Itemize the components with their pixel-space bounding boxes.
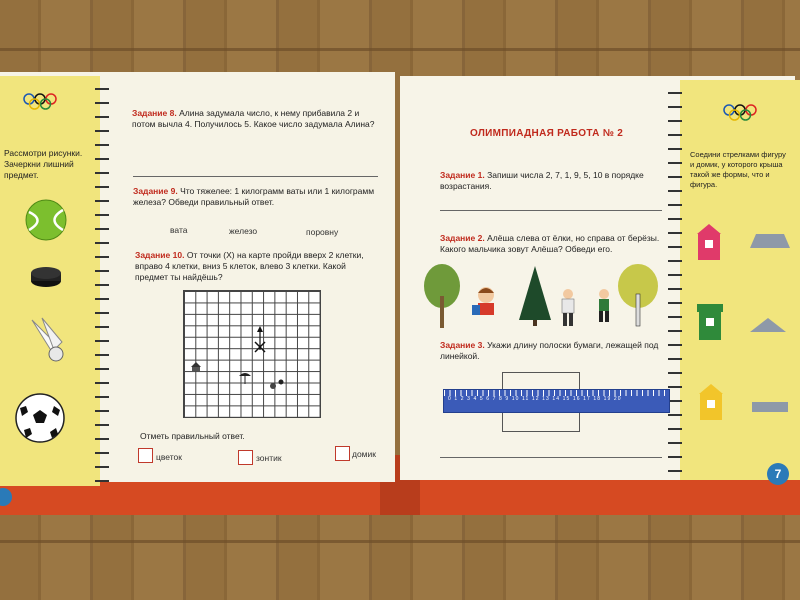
birch-tree-left-icon <box>420 262 464 330</box>
task2-block <box>440 233 665 255</box>
house-checkbox[interactable] <box>335 446 350 461</box>
left-side-instruction: Рассмотри рисунки. Зачеркни лишний предмет. <box>4 148 83 180</box>
boy-with-backpack-icon <box>468 285 508 321</box>
olympic-rings-icon <box>22 93 58 111</box>
triangle-icon <box>748 316 788 334</box>
task10-answer-prompt: Отметь правильный ответ. <box>140 431 245 441</box>
task2-label: Задание 2. <box>440 233 485 243</box>
task8-block <box>132 108 377 130</box>
task8-label: Задание 8. <box>132 108 177 118</box>
task8-answer-line[interactable] <box>133 176 378 177</box>
green-house-icon <box>694 302 726 342</box>
task3-text: Укажи длину полоски бумаги, лежащей под линейкой. <box>440 340 659 361</box>
task9-block <box>133 186 378 208</box>
house-mark-icon <box>191 362 201 371</box>
task9-option-iron[interactable]: железо <box>229 226 258 236</box>
page-title: ОЛИМПИАДНАЯ РАБОТА № 2 <box>470 128 624 139</box>
task3-label: Задание 3. <box>440 340 485 350</box>
umbrella-choice-label: зонтик <box>256 453 282 463</box>
task8-text: Алина задумала число, к нему прибавила 2 и потом вычла 4. Получилось 5. Какое число задумала Алина? <box>132 108 375 129</box>
house-choice-label: домик <box>352 449 376 459</box>
map-marks <box>183 290 323 420</box>
right-side-instruction: Соедини стрелками фигуру и домик, у которого крыша такой же формы, что и фигура. <box>690 150 786 189</box>
task1-label: Задание 1. <box>440 170 485 180</box>
task10-text: От точки (Х) на карте пройди вверх 2 клетки, вправо 4 клетки, вниз 5 клеток, влево 3 клетки. Какой предмет ты найдёшь? <box>135 250 364 282</box>
pink-house-icon <box>694 222 724 262</box>
task1-block <box>440 170 665 192</box>
hockey-puck-icon <box>30 266 62 288</box>
task9-label: Задание 9. <box>133 186 178 196</box>
task9-option-cotton[interactable]: вата <box>170 225 188 235</box>
left-spiral-binding <box>95 82 109 482</box>
task1-text: Запиши числа 2, 7, 1, 9, 5, 10 в порядке возрастания. <box>440 170 644 191</box>
task3-answer-line[interactable] <box>440 457 662 458</box>
ruler-numbers: 0 1 2 3 4 5 6 7 8 9 10 11 12 13 14 15 16 17 18 19 20 <box>448 396 622 402</box>
spruce-tree-icon <box>515 264 555 328</box>
task10-block <box>135 250 380 283</box>
boy-small-icon <box>595 288 613 324</box>
soccer-ball-icon <box>14 392 66 444</box>
right-spiral-binding <box>668 86 682 476</box>
boy-standing-icon <box>557 288 579 328</box>
task9-text: Что тяжелее: 1 килограмм ваты или 1 килограмм железа? Обведи правильный ответ. <box>133 186 375 207</box>
flower-choice-label: цветок <box>156 452 182 462</box>
task9-option-equal[interactable]: поровну <box>306 227 339 237</box>
page-number: 7 <box>767 463 789 485</box>
flower-checkbox[interactable] <box>138 448 153 463</box>
task1-answer-line[interactable] <box>440 210 662 211</box>
umbrella-mark-icon <box>239 373 251 384</box>
task2-text: Алёша слева от ёлки, но справа от берёзы. Какого мальчика зовут Алёша? Обведи его. <box>440 233 660 254</box>
umbrella-checkbox[interactable] <box>238 450 253 465</box>
ruler <box>443 389 670 413</box>
rectangle-icon <box>750 400 790 414</box>
task3-block <box>440 340 665 362</box>
olympic-rings-right-icon <box>722 104 758 122</box>
flower-mark-icon <box>270 380 284 390</box>
task10-label: Задание 10. <box>135 250 185 260</box>
birch-tree-right-icon <box>614 262 662 328</box>
trapezoid-icon <box>748 232 792 250</box>
shuttlecock-icon <box>28 316 70 366</box>
yellow-house-icon <box>696 382 726 422</box>
tennis-ball-icon <box>24 198 68 242</box>
